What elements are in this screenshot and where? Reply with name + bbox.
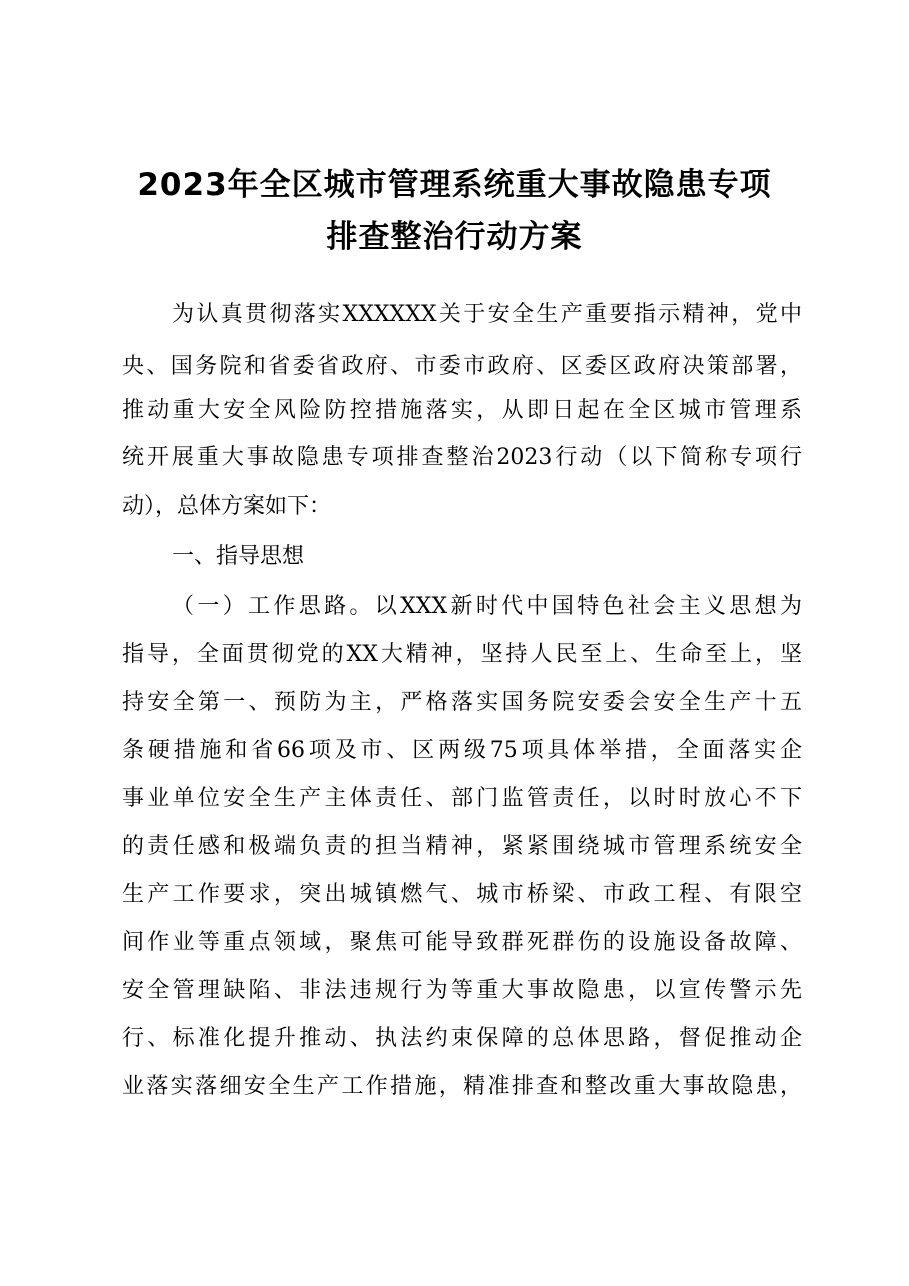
paragraph-line: （一）工作思路。以XXX新时代中国特色社会主义思想为 [172,594,802,619]
paragraph-line: 的责任感和极端负责的担当精神，紧紧围绕城市管理系统安全 [122,834,802,859]
paragraph-line: 指导，全面贯彻党的XX大精神，坚持人民至上、生命至上，坚 [122,642,802,667]
paragraph-line: 持安全第一、预防为主，严格落实国务院安委会安全生产十五 [122,690,802,715]
document-title-line-1: 2023年全区城市管理系统重大事故隐患专项 [137,167,772,203]
section-heading: 一、指导思想 [172,544,305,569]
paragraph-line: 统开展重大事故隐患专项排查整治2023行动（以下简称专项行 [122,445,802,470]
paragraph-line: 推动重大安全风险防控措施落实，从即日起在全区城市管理系 [122,398,802,423]
paragraph-line: 事业单位安全生产主体责任、部门监管责任，以时时放心不下 [122,786,802,811]
paragraph-line: 安全管理缺陷、非法违规行为等重大事故隐患，以宣传警示先 [122,978,802,1003]
paragraph-line: 央、国务院和省委省政府、市委市政府、区委区政府决策部署， [122,354,802,379]
paragraph-line: 业落实落细安全生产工作措施，精准排查和整改重大事故隐患， [122,1074,802,1099]
paragraph-line: 行、标准化提升推动、执法约束保障的总体思路，督促推动企 [122,1026,802,1051]
paragraph-line: 间作业等重点领域，聚焦可能导致群死群伤的设施设备故障、 [122,930,802,955]
document-title-line-2: 排查整治行动方案 [326,219,583,255]
paragraph-line: 条硬措施和省66项及市、区两级75项具体举措，全面落实企 [122,738,802,763]
paragraph-line: 动），总体方案如下： [122,494,332,519]
paragraph-line: 生产工作要求，突出城镇燃气、城市桥梁、市政工程、有限空 [122,882,802,907]
paragraph-line: 为认真贯彻落实XXXXXX关于安全生产重要指示精神，党中 [172,302,802,327]
